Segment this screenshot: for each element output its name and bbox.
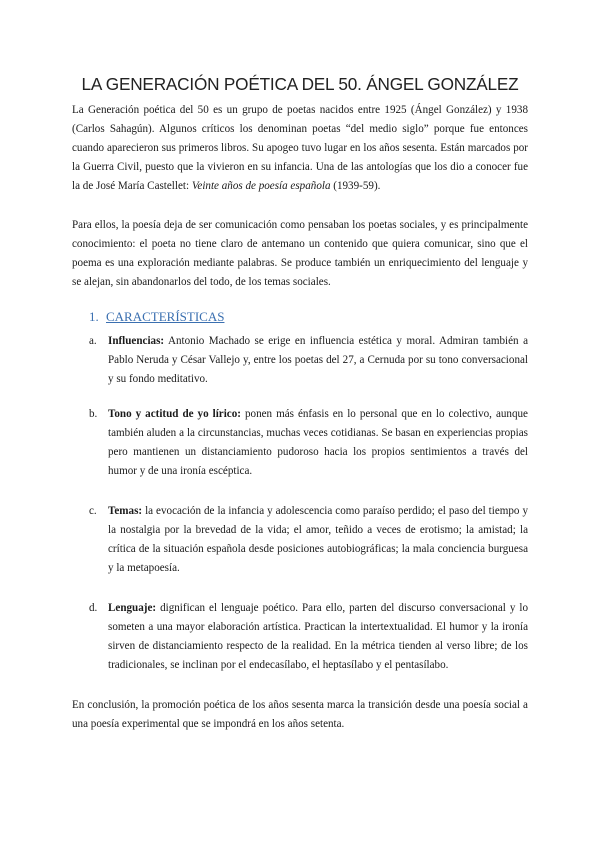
- second-paragraph: Para ellos, la poesía deja de ser comunicación como pensaban los poetas sociales, y es principalmente conocimiento: el poeta no tiene claro de antemano un contenido que quiera comunicar, sino que el poema es una exploración mediante palabras. Se produce también un enriquecimiento del lenguaje y se alejan, sin abandonarlos del todo, de los temas sociales.: [72, 219, 528, 288]
- intro-text-end: (1939-59).: [330, 180, 381, 192]
- item-letter: b.: [89, 408, 98, 420]
- characteristic-item: [89, 502, 528, 578]
- item-label: Lenguaje:: [108, 602, 157, 614]
- characteristic-item: [89, 332, 528, 389]
- characteristic-item: [89, 405, 528, 481]
- item-letter: c.: [89, 505, 97, 517]
- section-heading: [89, 309, 224, 325]
- document-title: LA GENERACIÓN POÉTICA DEL 50. ÁNGEL GONZÁLEZ: [81, 74, 519, 94]
- section-number: 1.: [89, 309, 99, 324]
- intro-text: La Generación poética del 50 es un grupo de poetas nacidos entre 1925 (Ángel González) y 1938 (Carlos Sahagún). Algunos críticos los denominan poetas “del medio siglo” porque fue entonces cuando aparecieron sus primeros libros. Su apogeo tuvo lugar en los años sesenta. Están marcados por la Guerra Civil, puesto que la vivieron en su infancia. Una de las antologías que los dio a conocer fue la de José María Castellet:: [72, 104, 528, 192]
- item-label: Tono y actitud de yo lírico:: [108, 408, 241, 420]
- intro-paragraph: [72, 101, 528, 196]
- item-text: Antonio Machado se erige en influencia estética y moral. Admiran también a Pablo Neruda y César Vallejo y, entre los poetas del 27, a Cernuda por su tono conversacional y su fondo meditativo.: [108, 335, 528, 385]
- characteristic-item: [89, 599, 528, 675]
- item-text: dignifican el lenguaje poético. Para ello, parten del discurso conversacional y lo someten a una mayor elaboración artística. Practican la intertextualidad. El humor y la ironía sirven de distanciamiento respecto de la realidad. En la métrica tienden al verso libre; de los tradicionales, se inclinan por el endecasílabo, el heptasílabo y el pentasílabo.: [108, 602, 528, 671]
- anthology-title: Veinte años de poesía española: [191, 180, 331, 192]
- conclusion-paragraph: En conclusión, la promoción poética de los años sesenta marca la transición desde una poesía social a una poesía experimental que se impondrá en los años setenta.: [72, 699, 528, 730]
- item-text: ponen más énfasis en lo personal que en lo colectivo, aunque también aluden a la circunstancias, muchas veces cotidianas. Se basan en experiencias propias pero mantienen un distanciamiento pudoroso hacia los propios sentimientos a través del humor y de una ironía escéptica.: [108, 408, 528, 477]
- section-heading-text: CARACTERÍSTICAS: [106, 309, 225, 324]
- item-label: Influencias:: [108, 335, 165, 347]
- item-label: Temas:: [108, 505, 143, 517]
- item-letter: d.: [89, 602, 98, 614]
- item-text: la evocación de la infancia y adolescencia como paraíso perdido; el paso del tiempo y la nostalgia por la brevedad de la vida; el amor, teñido a veces de erotismo; la amistad; la crítica de la situación española desde posiciones autobiográficas; la mala conciencia burguesa y la metapoesía.: [108, 505, 528, 574]
- item-letter: a.: [89, 335, 97, 347]
